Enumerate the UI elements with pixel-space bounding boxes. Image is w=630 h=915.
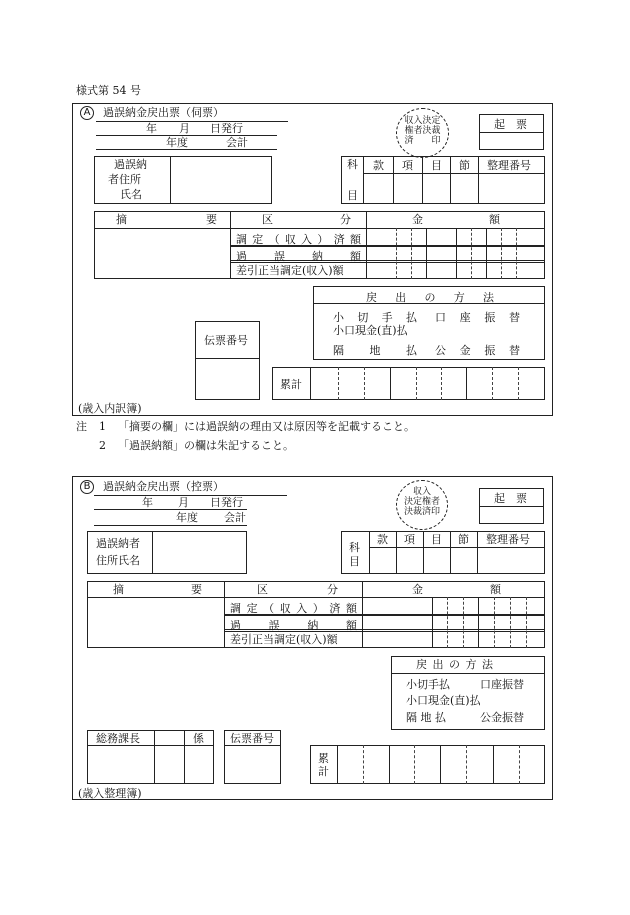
note-2-text: 「過誤納額」の欄は朱記すること。 bbox=[118, 439, 294, 452]
char: 振 bbox=[484, 311, 496, 324]
seal-line: 権者決裁 bbox=[404, 126, 441, 136]
char: 済 bbox=[329, 602, 341, 615]
char: 収 bbox=[284, 233, 296, 246]
char: 方 bbox=[453, 291, 465, 304]
char: 調 bbox=[236, 233, 247, 246]
total-divider bbox=[390, 367, 391, 400]
form-a-voucher-input[interactable] bbox=[196, 359, 259, 399]
char: 手 bbox=[381, 311, 393, 324]
char: （ bbox=[268, 233, 280, 246]
form-a-row-chotei bbox=[236, 231, 361, 247]
form-a-nendo: 年度 bbox=[166, 136, 188, 149]
col-divider bbox=[450, 531, 451, 574]
char: 地 bbox=[369, 344, 381, 357]
char: 替 bbox=[508, 344, 520, 357]
form-b-month: 月 bbox=[178, 496, 189, 509]
char: 納 bbox=[307, 619, 319, 632]
char: 法 bbox=[483, 291, 494, 304]
form-a-method-koguchi: 小口現金(直)払 bbox=[333, 324, 408, 337]
form-a-kan-header: 款 bbox=[373, 159, 384, 172]
col-divider bbox=[423, 531, 424, 574]
form-b-method-kakuchi: 隔 地 払 bbox=[406, 711, 446, 724]
char: 小 bbox=[333, 311, 344, 324]
total-divider bbox=[440, 745, 441, 784]
total-dash bbox=[518, 367, 519, 400]
form-a-row-kagono bbox=[236, 248, 361, 264]
total-dash bbox=[441, 367, 442, 400]
form-a-circle-label: A bbox=[80, 106, 94, 120]
total-dash bbox=[492, 367, 493, 400]
amount-dash bbox=[471, 228, 472, 279]
method-header-line bbox=[391, 673, 545, 674]
char: 金 bbox=[459, 344, 471, 357]
char: の bbox=[424, 291, 436, 304]
form-a-kingaku-2: 額 bbox=[489, 213, 500, 226]
char: 隔 bbox=[333, 344, 344, 357]
char: ） bbox=[317, 233, 329, 246]
form-b-nendo: 年度 bbox=[176, 511, 198, 524]
form-a-month: 月 bbox=[179, 122, 190, 135]
form-b-method-kokin: 公金振替 bbox=[480, 711, 524, 724]
col-divider bbox=[396, 531, 397, 574]
form-b-account: 会計 bbox=[224, 511, 246, 524]
char: 入 bbox=[296, 602, 308, 615]
form-a-approval-seal bbox=[396, 108, 449, 158]
form-b-moku-header: 目 bbox=[431, 533, 442, 546]
form-a-setsu-header: 節 bbox=[459, 159, 470, 172]
form-b-kingaku-2: 額 bbox=[490, 583, 501, 596]
total-dash bbox=[414, 745, 415, 784]
col-divider bbox=[363, 156, 364, 204]
col-divider bbox=[393, 156, 394, 204]
form-b-voucher-input[interactable] bbox=[225, 746, 280, 783]
char: 額 bbox=[345, 619, 357, 632]
form-b-ka-moku-1: 科 bbox=[349, 541, 360, 554]
char: 替 bbox=[508, 311, 520, 324]
form-b-circle-label: B bbox=[80, 480, 94, 494]
amount-dash bbox=[396, 228, 397, 279]
form-b-total-label-2: 計 bbox=[318, 765, 329, 778]
amount-divider bbox=[486, 228, 487, 279]
form-a-kou-header: 項 bbox=[402, 159, 413, 172]
char: 収 bbox=[279, 602, 291, 615]
notes-prefix: 注 bbox=[76, 420, 87, 433]
total-dash bbox=[363, 745, 364, 784]
form-b-row-kagono bbox=[230, 617, 357, 633]
form-a-method-kakuchi bbox=[333, 342, 417, 358]
form-b-fiscal-underline bbox=[94, 525, 247, 526]
form-b-kihyo-label: 起 票 bbox=[494, 492, 527, 505]
form-a-year: 年 bbox=[146, 122, 157, 135]
char: 定 bbox=[246, 602, 258, 615]
form-a-total-label: 累計 bbox=[280, 378, 302, 391]
total-divider bbox=[310, 367, 311, 400]
form-a-total-box bbox=[272, 367, 545, 400]
total-dash bbox=[338, 367, 339, 400]
col-divider bbox=[478, 156, 479, 204]
char: 口 bbox=[435, 311, 446, 324]
form-a-method-kogitte bbox=[333, 309, 417, 325]
amount-divider bbox=[456, 228, 457, 279]
form-b-payer-label-1: 過誤納者 bbox=[96, 537, 140, 550]
form-a-ka-moku-1: 科 bbox=[347, 158, 358, 171]
form-a-title: 過誤納金戻出票（伺票） bbox=[103, 106, 224, 119]
form-b-title: 過誤納金戻出票（控票） bbox=[103, 480, 224, 493]
total-divider bbox=[493, 745, 494, 784]
form-b-kihyo-divider bbox=[479, 506, 544, 507]
form-b-tekiyo-1: 摘 bbox=[113, 583, 124, 596]
form-a-kihyo-divider bbox=[479, 132, 544, 133]
form-a-fiscal-underline bbox=[96, 149, 277, 150]
form-b-row-sashihiki: 差引正当調定(収入)額 bbox=[230, 633, 338, 646]
form-a-title-underline bbox=[96, 121, 288, 122]
char: （ bbox=[263, 602, 275, 615]
amount-dash bbox=[510, 597, 511, 648]
form-a-method-kokin bbox=[435, 342, 520, 358]
form-b-ka-moku-2: 目 bbox=[349, 555, 360, 568]
seal-line: 済 印 bbox=[404, 136, 441, 146]
col-divider bbox=[477, 531, 478, 574]
form-a-payer-label-1: 過誤納 bbox=[114, 158, 147, 171]
form-b-title-underline bbox=[94, 495, 287, 496]
seal-line: 収入 bbox=[412, 487, 431, 497]
char: 払 bbox=[406, 344, 417, 357]
char: 誤 bbox=[274, 250, 285, 263]
approval-divider bbox=[154, 730, 155, 784]
form-a-payer-label-3: 氏名 bbox=[120, 188, 142, 201]
char: 入 bbox=[301, 233, 313, 246]
form-b-method-koguchi: 小口現金(直)払 bbox=[406, 694, 481, 707]
char: 納 bbox=[312, 250, 323, 263]
amount-divider bbox=[426, 228, 427, 279]
col-divider bbox=[422, 156, 423, 204]
form-a-kubun-2: 分 bbox=[340, 213, 351, 226]
form-b-seiri-bango-header: 整理番号 bbox=[486, 533, 530, 546]
amount-dash bbox=[494, 597, 495, 648]
col-divider bbox=[369, 531, 370, 574]
char: 定 bbox=[252, 233, 264, 246]
total-divider bbox=[389, 745, 390, 784]
col-divider bbox=[450, 156, 451, 204]
form-a-method-koza bbox=[435, 309, 520, 325]
form-a-kingaku-1: 金 bbox=[412, 213, 423, 226]
char: 調 bbox=[230, 602, 241, 615]
form-b-method-koza: 口座振替 bbox=[480, 678, 524, 691]
form-b-date-underline bbox=[94, 509, 247, 510]
form-b-approver-stamp-cell[interactable] bbox=[88, 746, 153, 783]
note-2-number: 2 bbox=[99, 439, 106, 452]
seal-line: 決裁済印 bbox=[403, 507, 440, 517]
char: 過 bbox=[236, 250, 247, 263]
form-b-year: 年 bbox=[142, 496, 153, 509]
form-a-day-issue: 日発行 bbox=[210, 122, 243, 135]
char: ） bbox=[312, 602, 324, 615]
form-b-footer: (歳入整理簿) bbox=[78, 787, 142, 800]
char: 払 bbox=[405, 311, 417, 324]
char: 切 bbox=[357, 311, 369, 324]
char: 額 bbox=[350, 250, 361, 263]
form-b-total-box bbox=[310, 745, 545, 784]
total-dash bbox=[466, 745, 467, 784]
form-b-kubun-2: 分 bbox=[327, 583, 338, 596]
form-b-setsu-header: 節 bbox=[458, 533, 469, 546]
form-number: 様式第 54 号 bbox=[76, 84, 141, 97]
form-b-method-kogitte: 小切手払 bbox=[406, 678, 450, 691]
char: 誤 bbox=[268, 619, 280, 632]
char: 過 bbox=[230, 619, 241, 632]
char: 振 bbox=[484, 344, 496, 357]
form-b-row-chotei bbox=[230, 600, 357, 616]
form-b-staff-stamp-cell[interactable] bbox=[185, 746, 213, 783]
form-b-approver-label: 総務課長 bbox=[96, 732, 140, 745]
char: 額 bbox=[349, 233, 361, 246]
amount-dash bbox=[411, 228, 412, 279]
seal-line: 収入決定 bbox=[404, 116, 441, 126]
form-b-kan-header: 款 bbox=[377, 533, 388, 546]
char: 済 bbox=[333, 233, 345, 246]
amount-dash bbox=[516, 228, 517, 279]
form-b-voucher-label: 伝票番号 bbox=[230, 732, 274, 745]
seal-line: 決定権者 bbox=[403, 497, 440, 507]
note-1-number: 1 bbox=[99, 420, 106, 433]
form-b-kingaku-1: 金 bbox=[412, 583, 423, 596]
form-a-method-title bbox=[366, 289, 494, 305]
form-a-footer: (歳入内訳簿) bbox=[78, 402, 142, 415]
form-b-payer-label-2: 住所氏名 bbox=[96, 554, 140, 567]
amount-dash bbox=[463, 597, 464, 648]
form-a-payer-input[interactable] bbox=[171, 157, 271, 203]
form-a-ka-moku-2: 目 bbox=[347, 189, 358, 202]
form-a-voucher-label: 伝票番号 bbox=[204, 334, 248, 347]
form-a-payer-label-2: 者住所 bbox=[108, 173, 141, 186]
total-dash bbox=[519, 745, 520, 784]
form-b-staff-label: 係 bbox=[193, 732, 204, 745]
form-b-kou-header: 項 bbox=[404, 533, 415, 546]
total-dash bbox=[364, 367, 365, 400]
form-a-seiri-bango-header: 整理番号 bbox=[487, 159, 531, 172]
form-b-tekiyo-2: 要 bbox=[191, 583, 202, 596]
form-a-main-header-line bbox=[94, 228, 545, 229]
char: 座 bbox=[459, 311, 471, 324]
total-divider bbox=[337, 745, 338, 784]
header-divider bbox=[363, 173, 545, 174]
total-dash bbox=[416, 367, 417, 400]
char: 戻 bbox=[366, 291, 377, 304]
form-a-tekiyo-1: 摘 bbox=[116, 213, 127, 226]
header-divider bbox=[369, 547, 545, 548]
form-b-method-title: 戻 出 の 方 法 bbox=[416, 658, 494, 671]
form-a-account: 会計 bbox=[226, 136, 248, 149]
form-b-main-header-line bbox=[87, 597, 545, 598]
form-b-day-issue: 日発行 bbox=[210, 496, 243, 509]
note-1-text: 「摘要の欄」には過誤納の理由又は原因等を記載すること。 bbox=[118, 420, 415, 433]
total-divider bbox=[466, 367, 467, 400]
form-a-tekiyo-2: 要 bbox=[206, 213, 217, 226]
amount-dash bbox=[501, 228, 502, 279]
form-a-row-sashihiki: 差引正当調定(収入)額 bbox=[236, 264, 344, 277]
char: 出 bbox=[395, 291, 407, 304]
form-b-approval-seal bbox=[396, 480, 448, 530]
form-a-kubun-1: 区 bbox=[262, 213, 273, 226]
char: 額 bbox=[345, 602, 357, 615]
amount-dash bbox=[447, 597, 448, 648]
form-b-total-label-1: 累 bbox=[318, 752, 329, 765]
amount-dash bbox=[526, 597, 527, 648]
amount-divider bbox=[432, 597, 433, 648]
form-a-kihyo-label: 起 票 bbox=[494, 118, 527, 131]
form-b-kubun-1: 区 bbox=[257, 583, 268, 596]
char: 公 bbox=[435, 344, 446, 357]
amount-divider bbox=[478, 597, 479, 648]
form-b-payer-input[interactable] bbox=[153, 532, 246, 573]
form-a-moku-header: 目 bbox=[431, 159, 442, 172]
